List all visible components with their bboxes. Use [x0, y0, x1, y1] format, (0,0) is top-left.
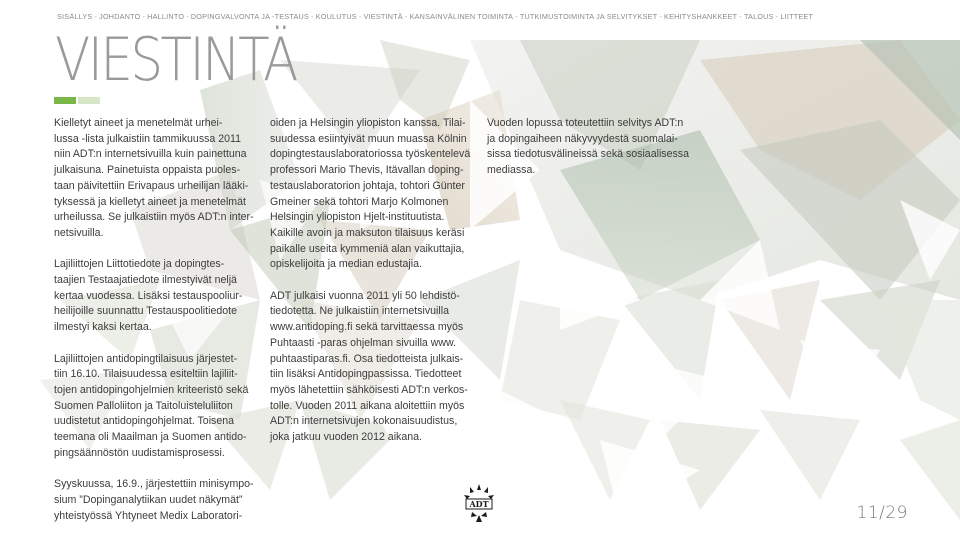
text-line: www.antidoping.fi sekä tarvittaessa myös	[270, 321, 464, 334]
page-number: 11/29	[856, 503, 908, 523]
nav-item-viestinta[interactable]: VIESTINTÄ	[363, 12, 403, 21]
text-line: dopingtestauslaboratoriossa työskentelevä	[270, 148, 471, 161]
text-line: tiin 16.10. Tilaisuudessa esiteltiin lajiliit-	[54, 368, 238, 381]
text-column-2	[270, 116, 480, 461]
text-line: uudistetut antidopingohjelmat. Toisena	[54, 415, 235, 428]
text-line: sium ”Dopinganalytiikan uudet näkymät”	[54, 493, 243, 506]
nav-separator: -	[775, 12, 779, 21]
title-accent-bar	[54, 97, 76, 104]
text-line: opiskelijoita ja median edustajia.	[270, 258, 422, 271]
text-line: Kielletyt aineet ja menetelmät urhei-	[54, 117, 223, 129]
title-accent-bar-light	[78, 97, 100, 104]
text-line: Kaikille avoin ja maksuton tilaisuus keräsi	[270, 226, 465, 239]
text-line: taajien Testaajatiedote ilmestyivät neljä	[54, 274, 237, 287]
nav-separator: -	[739, 12, 742, 21]
text-line: sissa tiedotusvälineissä sekä sosiaalisessa	[487, 148, 689, 161]
text-line: urheilussa. Se julkaistiin myös ADT:n inter-	[54, 211, 254, 224]
nav-separator: -	[142, 12, 146, 21]
text-line: tiedotetta. Ne julkaistiin internetsivuilla	[270, 305, 450, 318]
text-line: tiin lisäksi Antidopingpassissa. Tiedotteet	[270, 368, 462, 381]
text-line: testauslaboratorion johtaja, tohtori Günter	[270, 179, 465, 192]
text-line: ilmestyi kaksi kertaa.	[54, 321, 152, 334]
nav-separator: -	[659, 12, 663, 21]
paragraph	[270, 289, 480, 446]
text-line: netsivuilla.	[54, 226, 104, 239]
logo-text: ADT	[469, 499, 489, 509]
text-line: myös lähetettiin sähköisesti ADT:n verkos-	[270, 383, 468, 396]
text-line: yhteistyössä Yhtyneet Medix Laboratori-	[54, 509, 243, 522]
text-line: suudessa esiintyivät muun muassa Kölnin	[270, 132, 467, 145]
text-line: ADT julkaisi vuonna 2011 yli 50 lehdistö-	[270, 289, 460, 302]
text-column-3	[487, 116, 707, 195]
nav-item-liitteet[interactable]: LIITTEET	[780, 12, 814, 21]
nav-item-koulutus[interactable]: KOULUTUS	[315, 12, 357, 21]
nav-item-kansainvalinen-toiminta[interactable]: KANSAINVÄLINEN TOIMINTA	[409, 12, 514, 21]
nav-separator: -	[186, 12, 189, 21]
page-title: VIESTINTÄ	[55, 25, 296, 95]
text-line: julkaisuna. Painetuista oppaista puoles-	[54, 164, 241, 177]
nav-separator: -	[94, 12, 98, 21]
text-line: pingsäännöstön uudistamisprosessi.	[54, 446, 225, 459]
text-line: oiden ja Helsingin yliopiston kanssa. Tilai-	[270, 117, 466, 129]
text-line: ADT:n internetsivujen kokonaisuudistus,	[270, 415, 458, 428]
nav-item-dopingvalvonta[interactable]: DOPINGVALVONTA JA -TESTAUS	[190, 12, 310, 21]
nav-separator: -	[358, 12, 362, 21]
text-column-1	[54, 116, 264, 540]
text-line: kertaa vuodessa. Lisäksi testauspooliur-	[54, 289, 243, 302]
text-line: niin ADT:n internetsivuilla kuin painettuna	[54, 148, 247, 161]
text-line: tojen antidopingohjelmien kriteeristö sekä	[54, 383, 249, 396]
nav-item-tutkimustoiminta[interactable]: TUTKIMUSTOIMINTA JA SELVITYKSET	[519, 12, 658, 21]
paragraph	[270, 116, 480, 273]
text-line: Vuoden lopussa toteutettiin selvitys ADT:n	[487, 117, 684, 129]
text-line: tyksessä ja kielletyt aineet ja menetelmät	[54, 195, 246, 208]
text-line: puhtaastiparas.fi. Osa tiedotteista julkais-	[270, 352, 464, 365]
text-line: lussa -lista julkaistiin tammikuussa 2011	[54, 132, 242, 145]
paragraph	[487, 116, 707, 179]
top-navigation	[57, 12, 947, 21]
text-line: Lajiliittojen antidopingtilaisuus järjestet-	[54, 352, 238, 365]
text-line: Puhtaasti -paras ohjelman sivuilla www.	[270, 336, 457, 349]
paragraph	[54, 116, 264, 242]
nav-item-hallinto[interactable]: HALLINTO	[147, 12, 185, 21]
text-line: Syyskuussa, 16.9., järjestettiin minisympo-	[54, 478, 254, 491]
adt-logo-icon	[458, 482, 500, 524]
text-line: professori Mario Thevis, Itävallan doping-	[270, 164, 464, 177]
nav-item-talous[interactable]: TALOUS	[743, 12, 774, 21]
nav-item-johdanto[interactable]: JOHDANTO	[99, 12, 141, 21]
text-line: Gmeiner sekä tohtori Marjo Kolmonen	[270, 195, 449, 208]
nav-separator: -	[404, 12, 408, 21]
nav-separator: -	[311, 12, 314, 21]
text-line: Suomen Palloliiton ja Taitoluisteluliiton	[54, 399, 233, 412]
text-line: teemana oli Maailman ja Suomen antido-	[54, 431, 247, 444]
nav-separator: -	[515, 12, 518, 21]
adt-logo[interactable]	[458, 482, 500, 524]
text-line: mediassa.	[487, 164, 536, 177]
paragraph	[54, 477, 264, 524]
text-line: Helsingin yliopiston Hjelt-instituutista.	[270, 211, 445, 224]
nav-item-sisallys[interactable]: SISÄLLYS	[57, 12, 93, 21]
text-line: tolle. Vuoden 2011 aikana aloitettiin myös	[270, 399, 465, 412]
text-line: ja dopingaiheen näkyvyydestä suomalai-	[487, 132, 678, 145]
text-line: joka jatkuu vuoden 2012 aikana.	[270, 431, 422, 444]
text-line: Lajiliittojen Liittotiedote ja dopingtes-	[54, 258, 225, 271]
paragraph	[54, 257, 264, 336]
nav-item-kehityshankkeet[interactable]: KEHITYSHANKKEET	[664, 12, 738, 21]
text-line: paikalle useita kymmeniä alan vaikuttajia,	[270, 242, 465, 255]
text-line: heilijoille suunnattu Testauspoolitiedote	[54, 305, 237, 318]
text-line: taan päivitettiin Erivapaus urheilijan lääki-	[54, 179, 249, 192]
paragraph	[54, 352, 264, 462]
